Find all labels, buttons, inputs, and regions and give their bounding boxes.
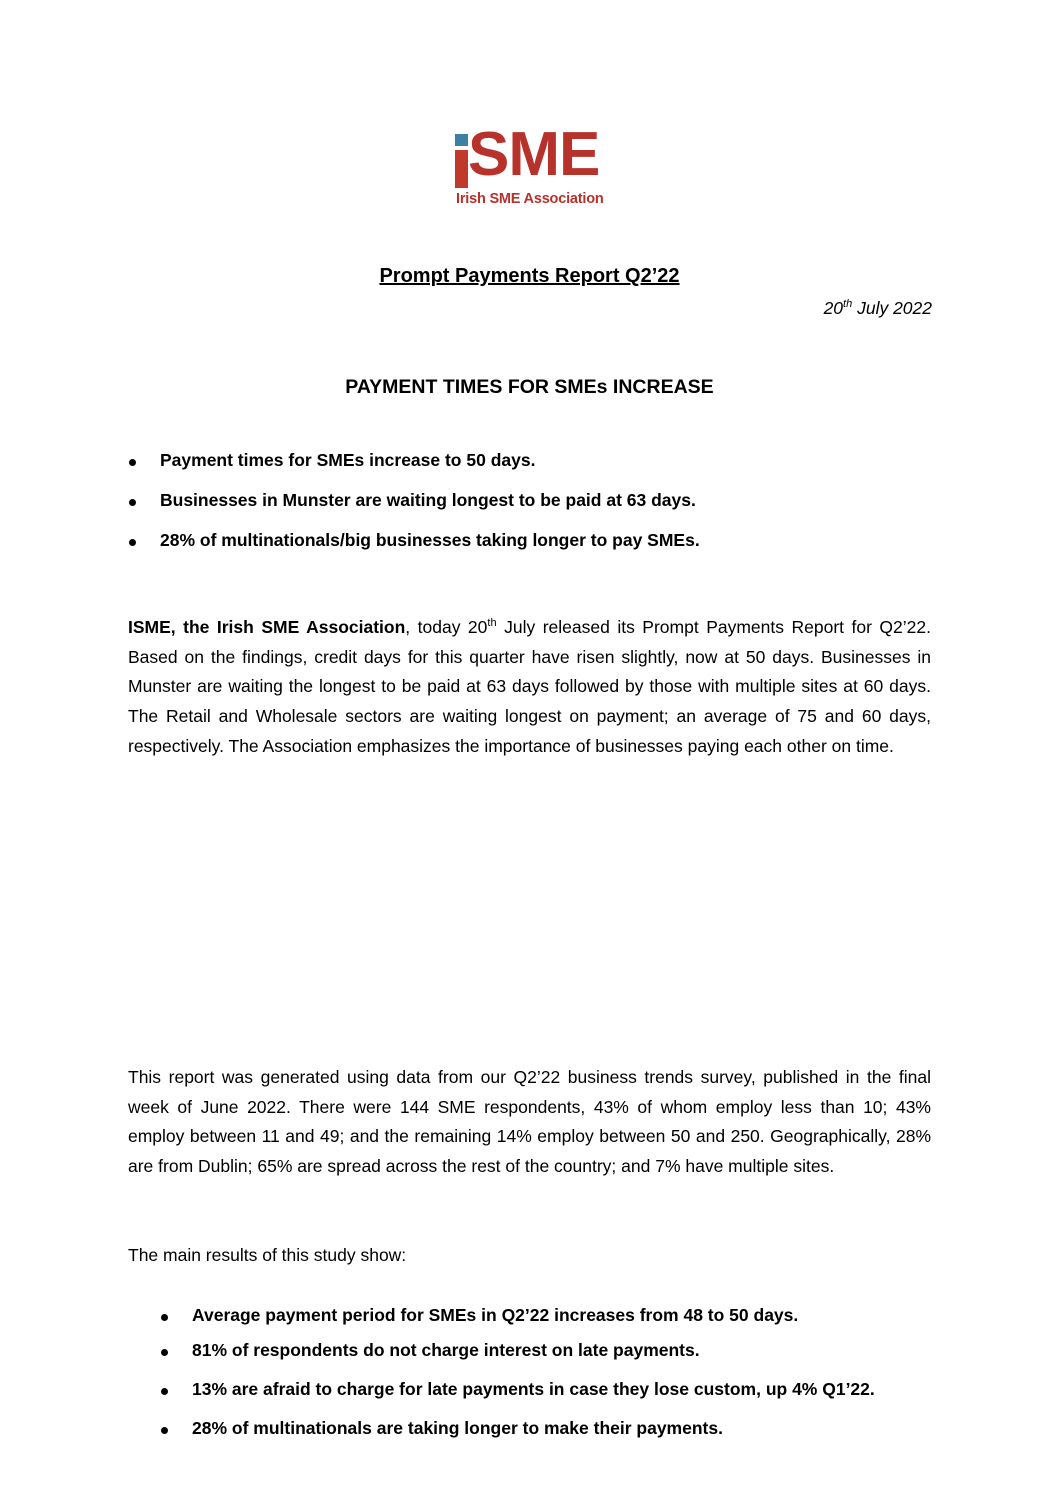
bullet-icon [161, 1427, 168, 1434]
logo-wordmark: SME [468, 120, 600, 189]
list-item-text: 13% are afraid to charge for late payments in case they lose custom, up 4% Q1’22. [192, 1379, 875, 1399]
logo-i-dot [455, 134, 468, 146]
bullet-icon [129, 499, 136, 506]
list-item-text: 81% of respondents do not charge interest on late payments. [192, 1340, 700, 1360]
date-suffix: th [843, 298, 853, 311]
intro-body: July released its Prompt Payments Report for Q2’22. Based on the findings, credit days for this quarter have risen slightly, now at 50 days. Businesses in Munster are waiting the longest to be paid at 63 days followed by those with multiple sites at 60 days. The Retail and Wholesale sectors are waiting longest on payment; an average of 75 and 60 days, respectively. The Association emphasizes the importance of businesses paying each other on time. [128, 617, 931, 756]
bullet-icon [129, 459, 136, 466]
date-rest: July 2022 [852, 298, 932, 318]
methodology-paragraph: This report was generated using data from our Q2’22 business trends survey, published in the final week of June 2022. There were 144 SME respondents, 43% of whom employ less than 10; 43% employ between 11 and 49; and the remaining 14% employ between 50 and 250. Geographically, 28% are from Dublin; 65% are spread across the rest of the country; and 7% have multiple sites. [128, 1067, 931, 1177]
isme-logo [452, 120, 610, 212]
bullet-icon [129, 539, 136, 546]
intro-pre-date: , today 20 [405, 617, 488, 637]
intro-org: ISME, the Irish SME Association [128, 617, 406, 637]
logo-tagline: Irish SME Association [456, 191, 604, 207]
list-item-text: Payment times for SMEs increase to 50 days. [160, 450, 536, 470]
headline: PAYMENT TIMES FOR SMEs INCREASE [345, 376, 714, 398]
report-title: Prompt Payments Report Q2’22 [379, 265, 680, 287]
bullet-icon [161, 1388, 168, 1395]
list-item-text: Businesses in Munster are waiting longest to be paid at 63 days. [160, 490, 696, 510]
report-date [824, 298, 932, 319]
date-day: 20 [823, 298, 844, 318]
bullet-icon [161, 1314, 168, 1321]
intro-paragraph [128, 613, 931, 762]
bullet-icon [161, 1349, 168, 1356]
list-item-text: 28% of multinationals/big businesses taking longer to pay SMEs. [160, 530, 700, 550]
list-item-text: Average payment period for SMEs in Q2’22 increases from 48 to 50 days. [192, 1305, 799, 1325]
results-intro: The main results of this study show: [128, 1245, 407, 1265]
logo-i-stem [455, 150, 468, 188]
list-item-text: 28% of multinationals are taking longer to make their payments. [192, 1418, 723, 1438]
intro-date-suffix: th [487, 617, 497, 630]
